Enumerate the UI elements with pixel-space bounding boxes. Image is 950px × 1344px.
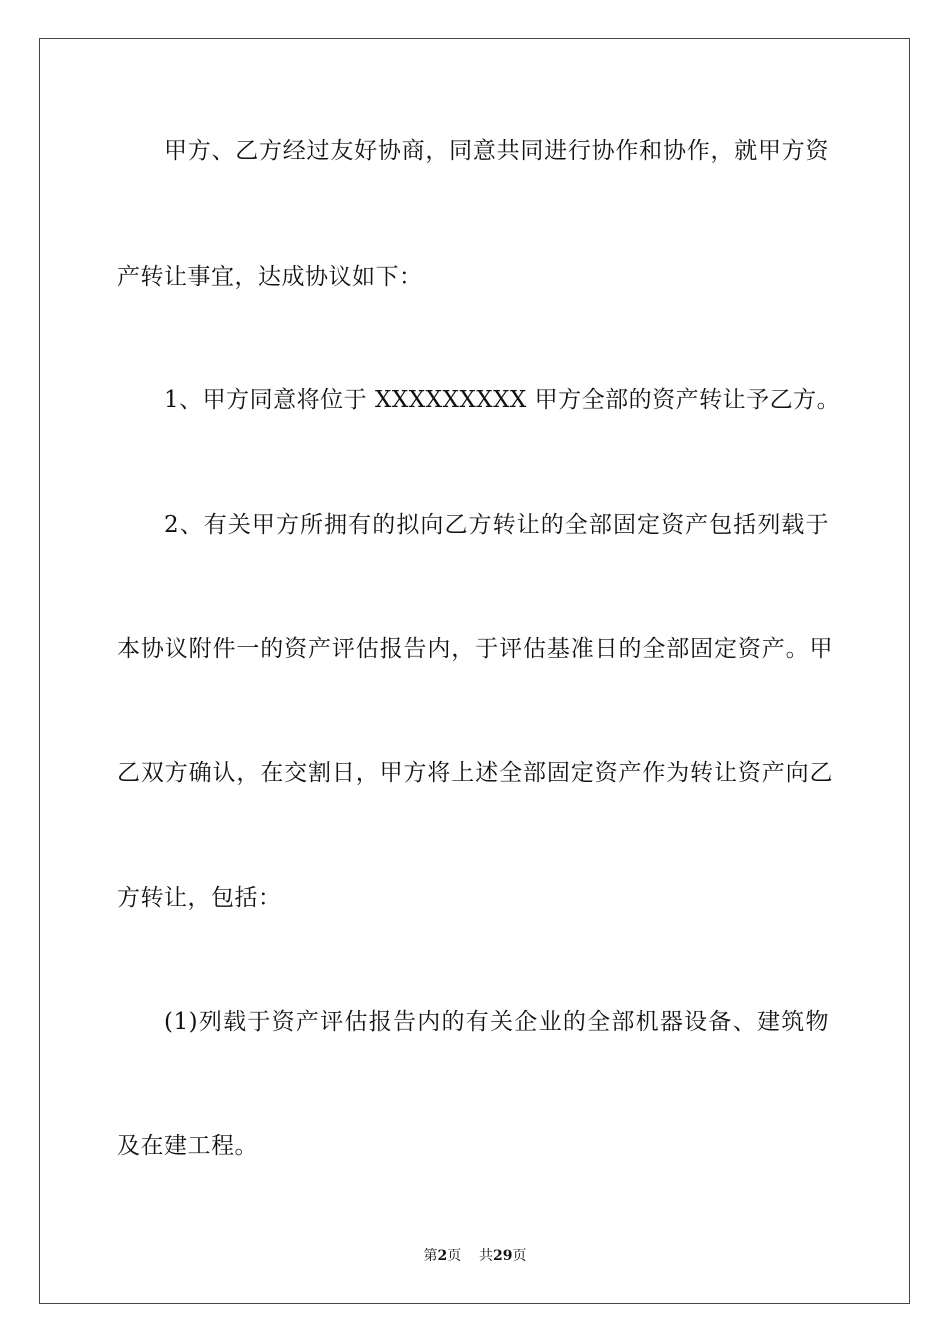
page-number: 2 — [437, 1248, 448, 1264]
paragraph-line-8: (1)列载于资产评估报告内的有关企业的全部机器设备、建筑物 — [164, 1009, 829, 1035]
paragraph-line-5: 本协议附件一的资产评估报告内，于评估基准日的全部固定资产。甲 — [117, 636, 833, 662]
page-footer — [0, 1246, 950, 1266]
paragraph-line-4: 2、有关甲方所拥有的拟向乙方转让的全部固定资产包括列载于 — [164, 512, 829, 538]
total-prefix: 共 — [479, 1248, 494, 1264]
page-suffix: 页 — [447, 1248, 462, 1264]
page-prefix: 第 — [423, 1248, 438, 1264]
paragraph-line-1: 甲方、乙方经过友好协商，同意共同进行协作和协作，就甲方资 — [164, 138, 829, 164]
paragraph-line-6: 乙双方确认，在交割日，甲方将上述全部固定资产作为转让资产向乙 — [117, 760, 833, 786]
paragraph-line-9: 及在建工程。 — [117, 1133, 258, 1159]
page-frame — [39, 38, 910, 1304]
paragraph-line-7: 方转让，包括： — [117, 885, 282, 911]
paragraph-line-2: 产转让事宜，达成协议如下： — [117, 264, 423, 290]
total-suffix: 页 — [512, 1248, 527, 1264]
paragraph-line-3: 1、甲方同意将位于 XXXXXXXXX 甲方全部的资产转让予乙方。 — [164, 387, 841, 413]
total-pages: 29 — [493, 1248, 513, 1264]
